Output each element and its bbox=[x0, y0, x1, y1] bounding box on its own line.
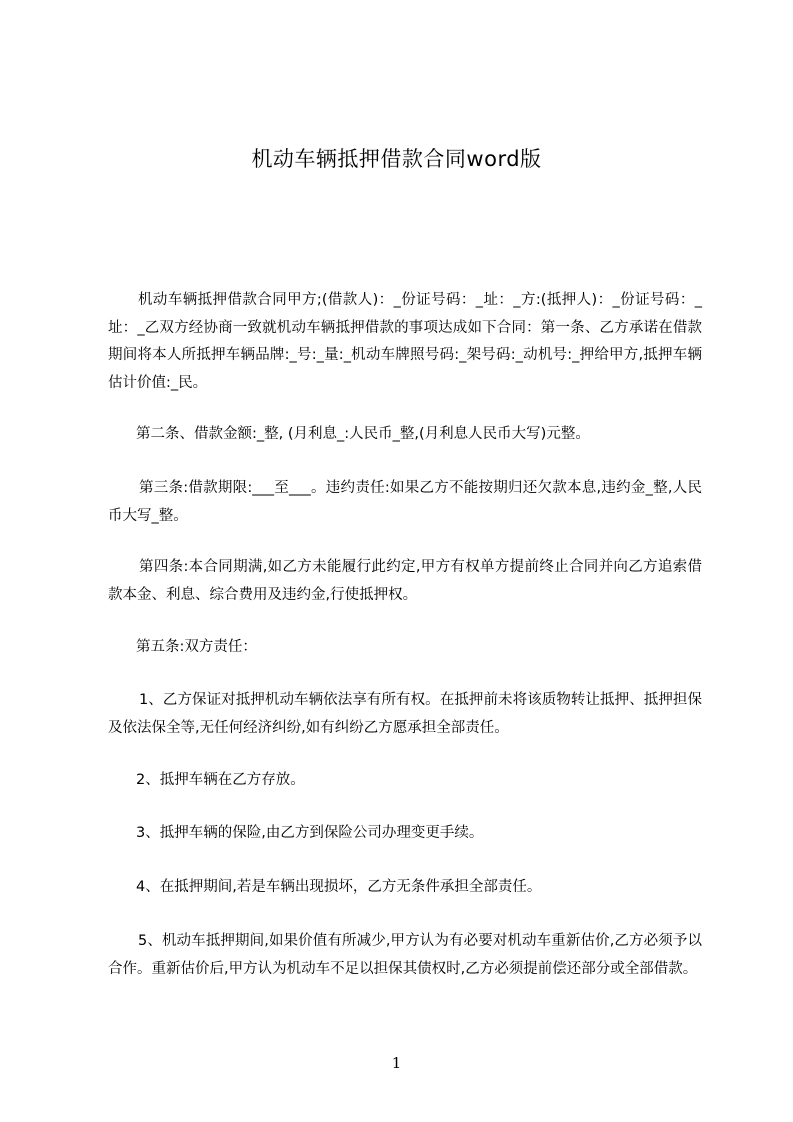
paragraph-clause-2: 2、抵押车辆在乙方存放。 bbox=[136, 772, 305, 788]
paragraph-article-5-heading: 第五条:双方责任： bbox=[136, 639, 257, 655]
paragraph-clause-3: 3、抵押车辆的保险,由乙方到保险公司办理变更手续。 bbox=[136, 825, 484, 841]
page-number: 1 bbox=[391, 1054, 402, 1072]
paragraph-article-2: 第二条、借款金额:_整, (月利息_:人民币_整,(月利息人民币大写)元整。 bbox=[136, 426, 590, 442]
paragraph-article-4: 第四条:本合同期满,如乙方未能履行此约定,甲方有权单方提前终止合同并向乙方追索借款本金、利息、综合费用及违约金,行使抵押权。 bbox=[108, 559, 702, 603]
paragraph-preamble-article-1: 机动车辆抵押借款合同甲方;(借款人)：_份证号码：_址：_方:(抵押人)：_份证号码：_址：_乙双方经协商一致就机动车辆抵押借款的事项达成如下合同：第一条、乙方承诺在借款期间将本人所抵押车辆品牌:_号:_量:_机动车牌照号码:_架号码:_动机号:_押给甲方,抵押车辆估计价值:_民。 bbox=[108, 292, 702, 391]
paragraph-article-3: 第三条:借款期限:___至___。违约责任:如果乙方不能按期归还欠款本息,违约金_整,人民币大写_整。 bbox=[108, 480, 702, 524]
paragraph-clause-1: 1、乙方保证对抵押机动车辆依法享有所有权。在抵押前未将该质物转让抵押、抵押担保及依法保全等,无任何经济纠纷,如有纠纷乙方愿承担全部责任。 bbox=[108, 692, 702, 736]
paragraph-clause-4: 4、在抵押期间,若是车辆出现损坏，乙方无条件承担全部责任。 bbox=[136, 879, 542, 895]
paragraph-clause-5: 5、机动车抵押期间,如果价值有所减少,甲方认为有必要对机动车重新估价,乙方必须予以合作。重新估价后,甲方认为机动车不足以担保其债权时,乙方必须提前偿还部分或全部借款。 bbox=[108, 933, 702, 977]
document-title: 机动车辆抵押借款合同word版 bbox=[251, 147, 542, 171]
